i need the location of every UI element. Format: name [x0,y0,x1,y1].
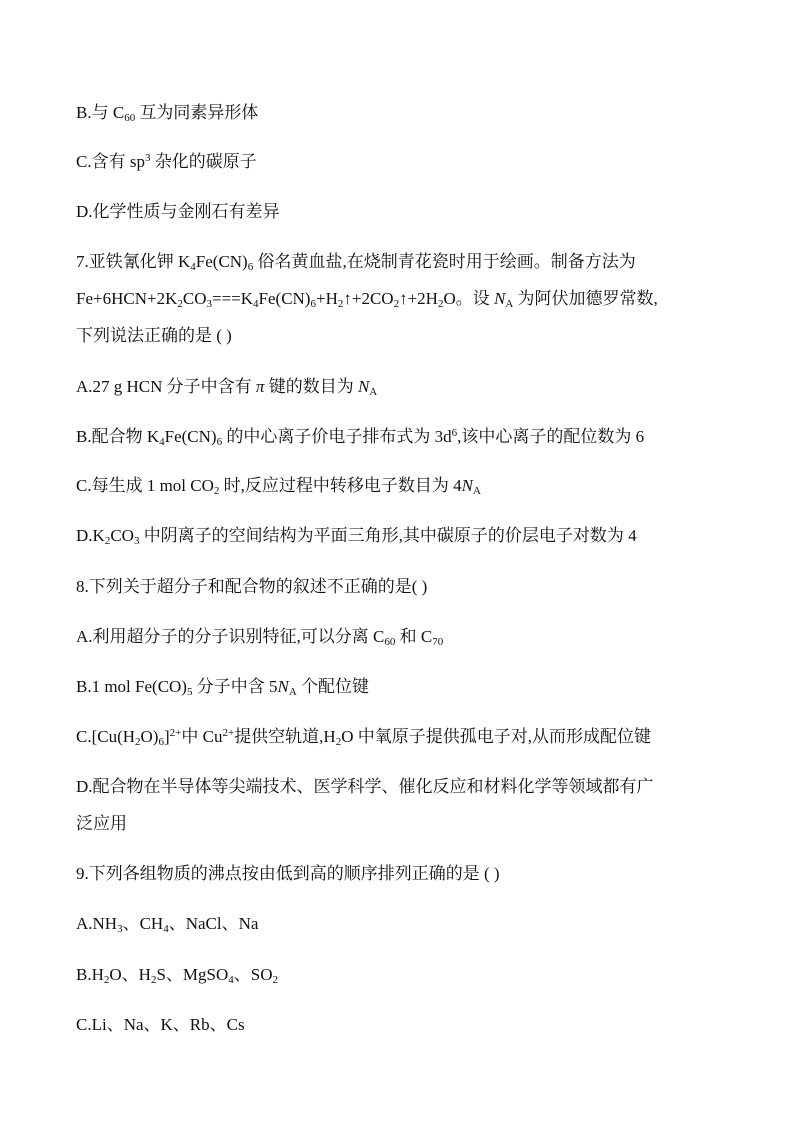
option-6d: D.化学性质与金刚石有差异 [76,202,280,221]
option-7d: $D.K_2CO_3$ 中阴离子的空间结构为平面三角形,其中碳原子的价层电子对数为 4 [76,526,637,547]
option-8d-line-2: 泛应用 [76,814,127,833]
option-8c: $C.[Cu(H_2O)_6]^{2+}$中 $Cu^{2+}$提供空轨道$,H_2O$ 中氧原子提供孤电子对,从而形成配位键 [76,727,651,748]
option-9c: C.Li、Na、K、Rb、Cs [76,1015,245,1034]
question-7-line-3: 下列说法正确的是 ( ) [76,326,232,345]
option-7a: A.27 g HCN 分子中含有 π 键的数目为 $N_A$ [76,377,378,398]
option-8d-line-1: D.配合物在半导体等尖端技术、医学科学、催化反应和材料化学等领域都有广 [76,777,654,796]
option-7b: B.配合物 $K_4Fe(CN)_6$ 的中心离子价电子排布式为 $3d^6$,该中心离子的配位数为 6 [76,427,645,448]
option-9a: $A.NH_3$、$CH_4$、NaCl、Na [76,914,259,935]
option-6c: C.含有 $sp^3$ 杂化的碳原子 [76,152,257,171]
question-8: 8.下列关于超分子和配合物的叙述不正确的是( ) [76,577,428,596]
option-9b: $B.H_2O$、$H_2S$、MgSO$_4$、$SO_2$ [76,965,278,986]
option-8b: B.1 mol $Fe(CO)_5$ 分子中含 $5N_A$ 个配位键 [76,677,370,698]
option-8a: A.利用超分子的分子识别特征,可以分离 $C_{60}$ 和 $C_{70}$ [76,627,444,648]
option-7c: C.每生成 1 mol $CO_2$ 时,反应过程中转移电子数目为 $4N_A$ [76,476,481,497]
question-9: 9.下列各组物质的沸点按由低到高的顺序排列正确的是 ( ) [76,864,500,883]
option-6b: B.与 $C_{60}$ 互为同素异形体 [76,103,259,124]
question-7-line-1: 7.亚铁氰化钾 $K_4Fe(CN)_6$ 俗名黄血盐,在烧制青花瓷时用于绘画。制备方法为 [76,252,636,273]
question-7-line-2: $Fe+6HCN+2K_2CO_3===K_4Fe(CN)_6+H_2↑+2CO_2↑+2H_2O$。设 $N_A$ 为阿伏加德罗常数, [76,289,658,310]
